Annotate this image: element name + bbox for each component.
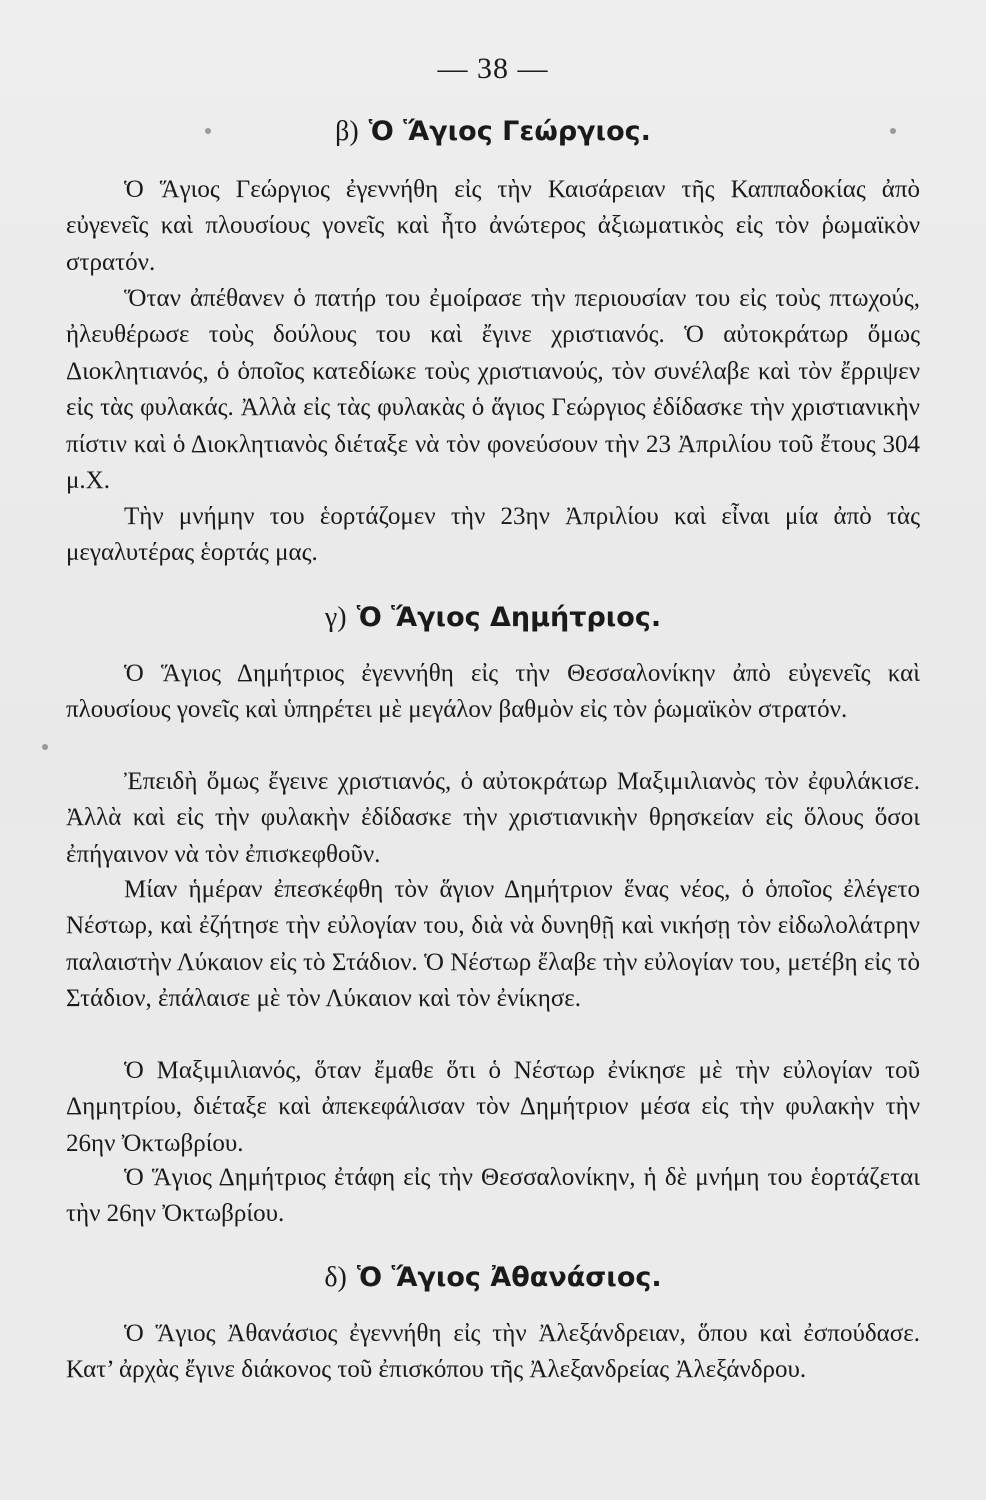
paragraph: Ὁ Ἅγιος Δημήτριος ἐγεννήθη εἰς τὴν Θεσσαλονίκην ἀπὸ εὐγενεῖς καὶ πλουσίους γονεῖς καὶ ὑπηρέτει μὲ μεγάλον βαθμὸν εἰς τὸν ῥωμαϊκὸν στρατόν. xyxy=(66,660,920,724)
section-title: Ὁ Ἅγιος Ἀθανάσιος. xyxy=(356,1262,662,1293)
paragraph: Ὁ Ἅγιος Γεώργιος ἐγεννήθη εἰς τὴν Καισάρειαν τῆς Καππαδοκίας ἀπὸ εὐγενεῖς καὶ πλουσίους γονεῖς καὶ ἦτο ἀνώτερος ἀξιωματικὸς εἰς τὸν ῥωμαϊκὸν στρατόν. xyxy=(66,176,920,276)
section-heading-dimitrios xyxy=(0,602,986,634)
section-label: γ) xyxy=(324,602,347,633)
page-number: — 38 — xyxy=(437,52,549,85)
section-heading-athanasios xyxy=(0,1262,986,1294)
section-title: Ὁ Ἅγιος Γεώργιος. xyxy=(368,116,651,147)
paragraph: Ὁ Ἅγιος Δημήτριος ἐτάφη εἰς τὴν Θεσσαλονίκην, ἡ δὲ μνήμη του ἑορτάζεται τὴν 26ην Ὀκτωβρίου. xyxy=(66,1164,920,1228)
paragraph: Ὁ Μαξιμιλιανός, ὅταν ἔμαθε ὅτι ὁ Νέστωρ ἐνίκησε μὲ τὴν εὐλογίαν τοῦ Δημητρίου, διέταξε καὶ ἀπεκεφάλισαν τὸν Δημήτριον μέσα εἰς τὴν φυλακὴν τὴν 26ην Ὀκτωβρίου. xyxy=(66,1057,920,1157)
paragraph: Ὅταν ἀπέθανεν ὁ πατήρ του ἐμοίρασε τὴν περιουσίαν του εἰς τοὺς πτωχούς, ἠλευθέρωσε τοὺς δούλους του καὶ ἔγινε χριστιανός. Ὁ αὐτοκράτωρ ὅμως Διοκλητιανός, ὁ ὁποῖος κατεδίωκε τοὺς χριστιανούς, τὸν συνέλαβε καὶ τὸν ἔρριψεν εἰς τὰς φυλακάς. Ἀλλὰ εἰς τὰς φυλακὰς ὁ ἅγιος Γεώργιος ἐδίδασκε τὴν χριστιανικὴν πίστιν καὶ ὁ Διοκλητιανὸς διέταξε νὰ τὸν φονεύσουν τὴν 23 Ἀπριλίου τοῦ ἔτους 304 μ.Χ. xyxy=(66,285,920,495)
section-heading-georgios xyxy=(0,116,986,148)
paragraph: Ἐπειδὴ ὅμως ἔγεινε χριστιανός, ὁ αὐτοκράτωρ Μαξιμιλιανὸς τὸν ἐφυλάκισε. Ἀλλὰ καὶ εἰς τὴν φυλακὴν ἐδίδασκε τὴν χριστιανικὴν θρησκείαν εἰς ὅλους ὅσοι ἐπήγαινον νὰ τὸν ἐπισκεφθοῦν. xyxy=(66,768,920,868)
print-speck xyxy=(42,744,48,750)
paragraph: Ὁ Ἅγιος Ἀθανάσιος ἐγεννήθη εἰς τὴν Ἀλεξάνδρειαν, ὅπου καὶ ἐσπούδασε. Κατ’ ἀρχὰς ἔγινε διάκονος τοῦ ἐπισκόπου τῆς Ἀλεξανδρείας Ἀλεξάνδρου. xyxy=(66,1320,920,1384)
paragraph: Μίαν ἡμέραν ἐπεσκέφθη τὸν ἅγιον Δημήτριον ἕνας νέος, ὁ ὁποῖος ἐλέγετο Νέστωρ, καὶ ἐζήτησε τὴν εὐλογίαν του, διὰ νὰ δυνηθῇ καὶ νικήσῃ τὸν εἰδωλολάτρην παλαιστὴν Λύκαιον εἰς τὸ Στάδιον. Ὁ Νέστωρ ἔλαβε τὴν εὐλογίαν του, μετέβη εἰς τὸ Στάδιον, ἐπάλαισε μὲ τὸν Λύκαιον καὶ τὸν ἐνίκησε. xyxy=(66,876,920,1013)
paragraph: Τὴν μνήμην του ἑορτάζομεν τὴν 23ην Ἀπριλίου καὶ εἶναι μία ἀπὸ τὰς μεγαλυτέρας ἑορτάς μας. xyxy=(66,503,920,567)
section-label: δ) xyxy=(324,1262,347,1293)
section-title: Ὁ Ἅγιος Δημήτριος. xyxy=(356,602,662,633)
section-label: β) xyxy=(335,116,359,147)
